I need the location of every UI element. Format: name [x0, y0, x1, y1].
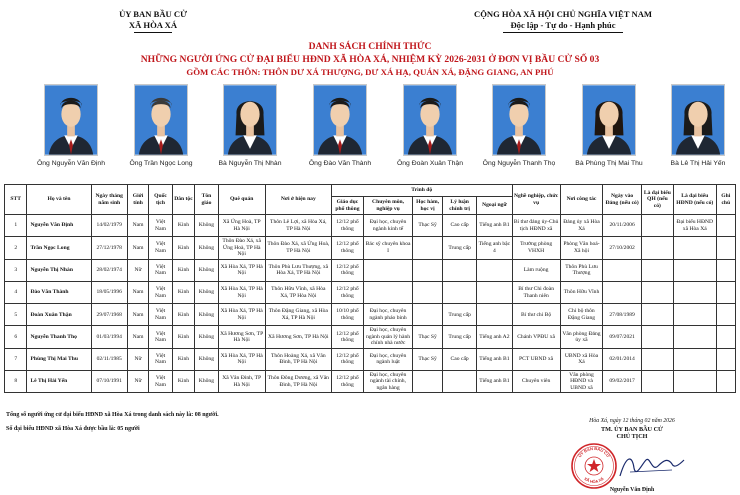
national-motto: Độc lập - Tự do - Hạnh phúc — [510, 20, 616, 30]
cell-language: Tiếng anh B1 — [477, 215, 512, 237]
candidate-photo — [223, 84, 277, 156]
cell-religion: Không — [195, 326, 219, 348]
cell-nationality: Việt Nam — [149, 215, 173, 237]
cell-hdnd — [673, 326, 716, 348]
cell-workplace: UBND xã Hòa Xá — [560, 348, 603, 370]
cell-qh — [641, 237, 673, 259]
portrait-icon — [314, 85, 366, 155]
handwritten-signature-icon — [612, 446, 692, 486]
cell-residence: Thôn Đào Xá, xã Ứng Hoà, TP Hà Nội — [265, 237, 331, 259]
cell-language: Tiếng anh A2 — [477, 326, 512, 348]
cell-sex: Nam — [127, 304, 148, 326]
cell-stt: 7 — [5, 348, 27, 370]
cell-ethnic: Kinh — [172, 326, 194, 348]
candidate-card — [563, 84, 655, 167]
cell-residence: Thôn Đông Dương, xã Vân Đình, TP Hà Nội — [265, 371, 331, 393]
candidate-photo — [134, 84, 188, 156]
cell-party-date: 02/01/2014 — [603, 348, 641, 370]
cell-job: Trưởng phòng VHXH — [512, 237, 560, 259]
table-row — [5, 259, 736, 281]
cell-name: Nguyễn Văn Định — [27, 215, 91, 237]
portrait-icon — [404, 85, 456, 155]
portrait-icon — [493, 85, 545, 155]
candidate-photo — [403, 84, 457, 156]
col-workplace: Nơi công tác — [560, 185, 603, 215]
cell-language — [477, 259, 512, 281]
issuer-header — [58, 9, 248, 33]
cell-general-education: 12/12 phổ thông — [331, 326, 363, 348]
cell-nationality: Việt Nam — [149, 326, 173, 348]
cell-dob: 18/05/1996 — [91, 281, 127, 303]
cell-name: Đào Văn Thành — [27, 281, 91, 303]
candidate-table — [4, 184, 736, 393]
cell-workplace: Chi bộ thôn Đặng Giang — [560, 304, 603, 326]
col-party: Ngày vào Đảng (nếu có) — [603, 185, 641, 215]
cell-general-education: 12/12 phổ thông — [331, 348, 363, 370]
cell-religion: Không — [195, 371, 219, 393]
cell-workplace: Thôn Phù Lưu Thượng — [560, 259, 603, 281]
cell-religion: Không — [195, 281, 219, 303]
col-stt: STT — [5, 185, 27, 215]
col-sex: Giới tính — [127, 185, 148, 215]
col-nationality: Quốc tịch — [149, 185, 173, 215]
seal-text-top: ỦY BAN BẦU CỬ — [577, 445, 611, 459]
candidate-caption: Ông Đoàn Xuân Thận — [396, 160, 463, 167]
cell-general-education: 12/12 phổ thông — [331, 215, 363, 237]
cell-nationality: Việt Nam — [149, 281, 173, 303]
cell-sex: Nữ — [127, 371, 148, 393]
cell-job: PCT UBND xã — [512, 348, 560, 370]
sign-date: Hòa Xá, ngày 12 tháng 02 năm 2026 — [589, 418, 675, 424]
cell-language — [477, 281, 512, 303]
cell-dob: 27/12/1978 — [91, 237, 127, 259]
cell-degree — [413, 304, 443, 326]
signer-name: Nguyễn Văn Định — [609, 487, 655, 493]
cell-religion: Không — [195, 304, 219, 326]
cell-qh — [641, 304, 673, 326]
cell-party-date: 27/08/1989 — [603, 304, 641, 326]
cell-dob: 29/07/1968 — [91, 304, 127, 326]
cell-qh — [641, 371, 673, 393]
cell-political: Trung cấp — [443, 304, 477, 326]
cell-language: Tiếng anh B1 — [477, 348, 512, 370]
col-language: Ngoại ngữ — [477, 197, 512, 215]
candidate-caption: Bà Nguyễn Thị Nhàn — [218, 160, 282, 167]
col-professional: Chuyên môn, nghiệp vụ — [363, 197, 412, 215]
cell-note — [716, 237, 735, 259]
cell-name: Đoàn Xuân Thận — [27, 304, 91, 326]
col-hdnd: Là đại biểu HĐND (nếu có) — [673, 185, 716, 215]
portrait-icon — [583, 85, 635, 155]
cell-party-date: 20/11/2006 — [603, 215, 641, 237]
cell-dob: 14/02/1979 — [91, 215, 127, 237]
col-religion: Tôn giáo — [195, 185, 219, 215]
cell-ethnic: Kinh — [172, 281, 194, 303]
cell-general-education: 12/12 phổ thông — [331, 281, 363, 303]
sign-org: TM. ỦY BAN BẦU CỬ — [601, 426, 663, 433]
cell-note — [716, 304, 735, 326]
svg-text:XÃ HÒA XÁ — [583, 476, 605, 484]
cell-workplace: Đảng ủy xã Hòa Xá — [560, 215, 603, 237]
cell-note — [716, 281, 735, 303]
cell-job: Bí thư chi Bộ — [512, 304, 560, 326]
cell-nationality: Việt Nam — [149, 259, 173, 281]
cell-sex: Nam — [127, 326, 148, 348]
cell-qh — [641, 326, 673, 348]
cell-general-education: 10/10 phổ thông — [331, 304, 363, 326]
candidate-caption: Ông Nguyễn Văn Định — [36, 160, 105, 167]
cell-hdnd — [673, 348, 716, 370]
cell-hdnd — [673, 237, 716, 259]
cell-degree: Thạc Sỹ — [413, 326, 443, 348]
cell-stt: 1 — [5, 215, 27, 237]
cell-name: Trần Ngọc Long — [27, 237, 91, 259]
cell-political: Cao cấp — [443, 348, 477, 370]
document-subtitle: NHỮNG NGƯỜI ỨNG CỬ ĐẠI BIỂU HĐND XÃ HÒA XÁ, NHIỆM KỲ 2026-2031 Ở ĐƠN VỊ BẦU CỬ SỐ 03 — [140, 54, 600, 65]
candidate-caption: Bà Phùng Thị Mai Thu — [575, 160, 643, 167]
cell-workplace: Văn phòng Đảng ủy xã — [560, 326, 603, 348]
cell-hdnd — [673, 371, 716, 393]
cell-job: Làm ruộng — [512, 259, 560, 281]
col-education-group: Trình độ — [331, 185, 512, 197]
cell-hometown: Xã Hòa Xá, TP Hà Nội — [218, 348, 265, 370]
cell-workplace: Phòng Văn hoá- Xã hội — [560, 237, 603, 259]
cell-sex: Nam — [127, 215, 148, 237]
summary-notes — [6, 408, 219, 436]
candidate-card — [473, 84, 565, 167]
table-row — [5, 215, 736, 237]
cell-stt: 6 — [5, 326, 27, 348]
cell-note — [716, 348, 735, 370]
cell-ethnic: Kinh — [172, 304, 194, 326]
cell-hometown: Xã Hòa Xá, TP Hà Nội — [218, 281, 265, 303]
table-row — [5, 237, 736, 259]
cell-party-date — [603, 259, 641, 281]
table-row — [5, 281, 736, 303]
candidate-card — [294, 84, 386, 167]
cell-workplace: Văn phòng HĐND và UBND xã — [560, 371, 603, 393]
cell-name: Nguyễn Thanh Thọ — [27, 326, 91, 348]
cell-stt: 4 — [5, 281, 27, 303]
document-titles — [0, 41, 740, 78]
cell-sex: Nam — [127, 281, 148, 303]
official-seal-icon — [570, 442, 618, 490]
cell-professional: Đại học, chuyên ngành quản lý hành chính nhà nước — [363, 326, 412, 348]
candidate-caption: Bà Lê Thị Hải Yến — [670, 160, 726, 167]
issuer-line2: XÃ HÒA XÁ — [128, 20, 178, 30]
col-name: Họ và tên — [27, 185, 91, 215]
cell-name: Phùng Thị Mai Thu — [27, 348, 91, 370]
table-row — [5, 304, 736, 326]
cell-religion: Không — [195, 215, 219, 237]
cell-note — [716, 215, 735, 237]
cell-nationality: Việt Nam — [149, 304, 173, 326]
cell-degree — [413, 237, 443, 259]
candidate-photo — [492, 84, 546, 156]
cell-note — [716, 371, 735, 393]
cell-nationality: Việt Nam — [149, 237, 173, 259]
cell-dob: 07/10/1991 — [91, 371, 127, 393]
cell-professional: Đại học, chuyên ngành luật — [363, 348, 412, 370]
cell-dob: 01/03/1994 — [91, 326, 127, 348]
cell-residence: Thôn Hữu Vĩnh, xã Hòa Xá, TP Hòa Nội — [265, 281, 331, 303]
col-degree: Học hàm, học vị — [413, 197, 443, 215]
cell-professional: Bác sỹ chuyên khoa I — [363, 237, 412, 259]
candidate-card — [115, 84, 207, 167]
cell-hdnd — [673, 259, 716, 281]
cell-residence: Xã Hương Sơn, TP Hà Nội — [265, 326, 331, 348]
cell-job: Chuyên viên — [512, 371, 560, 393]
cell-note — [716, 259, 735, 281]
signature-block — [552, 418, 712, 493]
portrait-icon — [135, 85, 187, 155]
issuer-line1: ỦY BAN BẦU CỬ — [119, 9, 187, 19]
cell-hometown: Xã Hương Sơn, TP Hà Nội — [218, 326, 265, 348]
portrait-icon — [672, 85, 724, 155]
col-job: Nghề nghiệp, chức vụ — [512, 185, 560, 215]
cell-ethnic: Kinh — [172, 371, 194, 393]
cell-religion: Không — [195, 348, 219, 370]
cell-note — [716, 326, 735, 348]
cell-political — [443, 281, 477, 303]
cell-ethnic: Kinh — [172, 215, 194, 237]
cell-sex: Nữ — [127, 348, 148, 370]
cell-stt: 5 — [5, 304, 27, 326]
col-general: Giáo dục phổ thông — [331, 197, 363, 215]
cell-stt: 8 — [5, 371, 27, 393]
cell-sex: Nam — [127, 237, 148, 259]
candidate-photo — [313, 84, 367, 156]
cell-political: Trung cấp — [443, 326, 477, 348]
table-row — [5, 326, 736, 348]
cell-hometown: Thôn Đào Xá, xã Ứng Hoà, TP Hà Nội — [218, 237, 265, 259]
cell-ethnic: Kinh — [172, 259, 194, 281]
cell-hdnd — [673, 304, 716, 326]
cell-residence: Thôn Đặng Giang, xã Hòa Xá, TP Hà Nội — [265, 304, 331, 326]
col-political: Lý luận chính trị — [443, 197, 477, 215]
cell-party-date — [603, 281, 641, 303]
candidate-table-body — [5, 215, 736, 393]
national-underline — [503, 32, 623, 33]
cell-general-education: 12/12 phổ thông — [331, 259, 363, 281]
candidate-photo — [582, 84, 636, 156]
cell-qh — [641, 281, 673, 303]
cell-dob: 02/11/1985 — [91, 348, 127, 370]
candidate-caption: Ông Trần Ngọc Long — [129, 160, 193, 167]
cell-stt: 2 — [5, 237, 27, 259]
cell-dob: 28/02/1974 — [91, 259, 127, 281]
cell-professional — [363, 281, 412, 303]
cell-nationality: Việt Nam — [149, 371, 173, 393]
national-title: CỘNG HÒA XÃ HỘI CHỦ NGHĨA VIỆT NAM — [473, 9, 653, 19]
cell-party-date: 09/07/2021 — [603, 326, 641, 348]
candidate-card — [204, 84, 296, 167]
elected-count-note: Số đại biểu HĐND xã Hòa Xá được bầu là: 05 người — [6, 426, 140, 432]
col-residence: Nơi ở hiện nay — [265, 185, 331, 215]
cell-degree: Thạc Sỹ — [413, 348, 443, 370]
table-row — [5, 348, 736, 370]
col-note: Ghi chú — [716, 185, 735, 215]
col-ethnic: Dân tộc — [172, 185, 194, 215]
cell-job: Bí thư đảng ủy-Chủ tịch HĐND xã — [512, 215, 560, 237]
cell-party-date: 09/02/2017 — [603, 371, 641, 393]
portrait-icon — [45, 85, 97, 155]
cell-religion: Không — [195, 237, 219, 259]
cell-hdnd — [673, 281, 716, 303]
cell-residence: Thôn Lê Lợi, xã Hòa Xá, TP Hà Nội — [265, 215, 331, 237]
cell-general-education: 12/12 phổ thông — [331, 371, 363, 393]
cell-qh — [641, 348, 673, 370]
cell-nationality: Việt Nam — [149, 348, 173, 370]
sign-role: CHỦ TỊCH — [616, 433, 648, 440]
candidate-photo — [671, 84, 725, 156]
cell-political: Cao cấp — [443, 215, 477, 237]
cell-professional: Đại học, chuyên ngành pháo binh — [363, 304, 412, 326]
table-row — [5, 371, 736, 393]
col-hometown: Quê quán — [218, 185, 265, 215]
document-villages: GỒM CÁC THÔN: THÔN DƯ XÁ THƯỢNG, DƯ XÁ HẠ, QUÁN XÁ, ĐẶNG GIANG, AN PHÚ — [186, 67, 554, 77]
cell-name: Lê Thị Hải Yến — [27, 371, 91, 393]
cell-professional: Đại học, chuyên ngành kinh tế — [363, 215, 412, 237]
candidate-card — [652, 84, 740, 167]
candidate-caption: Ông Nguyễn Thanh Thọ — [482, 160, 556, 167]
cell-professional — [363, 259, 412, 281]
cell-sex: Nữ — [127, 259, 148, 281]
cell-political — [443, 371, 477, 393]
cell-residence: Thôn Hoàng Xá, xã Vân Đình, TP Hà Nội — [265, 348, 331, 370]
cell-language — [477, 304, 512, 326]
cell-professional: Đại học, chuyên ngành tài chính, ngân hàng — [363, 371, 412, 393]
portrait-icon — [224, 85, 276, 155]
cell-job: Bí thư Chi đoàn Thanh niên — [512, 281, 560, 303]
cell-qh — [641, 259, 673, 281]
total-candidates-note: Tổng số người ứng cử đại biểu HĐND xã Hòa Xá trong danh sách này là: 08 người. — [6, 412, 219, 418]
candidate-caption: Ông Đào Văn Thành — [308, 160, 372, 167]
cell-workplace: Thôn Hữu Vĩnh — [560, 281, 603, 303]
cell-hometown: Xã Hòa Xá, TP Hà Nội — [218, 259, 265, 281]
cell-degree — [413, 281, 443, 303]
cell-residence: Thôn Phù Lưu Thượng, xã Hòa Xá, TP Hà Nội — [265, 259, 331, 281]
cell-qh — [641, 215, 673, 237]
cell-degree — [413, 371, 443, 393]
cell-religion: Không — [195, 259, 219, 281]
document-title: DANH SÁCH CHÍNH THỨC — [308, 41, 432, 52]
cell-hdnd: Đại biểu HĐND xã Hòa Xá — [673, 215, 716, 237]
cell-degree — [413, 259, 443, 281]
cell-degree: Thạc Sỹ — [413, 215, 443, 237]
cell-political: Trung cấp — [443, 237, 477, 259]
national-header — [418, 9, 708, 33]
cell-party-date: 27/10/2002 — [603, 237, 641, 259]
cell-hometown: Xã Vân Đình, TP Hà Nội — [218, 371, 265, 393]
candidate-card — [384, 84, 476, 167]
col-qh: Là đại biểu QH (nếu có) — [641, 185, 673, 215]
candidate-photo — [44, 84, 98, 156]
cell-hometown: Xã Ứng Hoà, TP Hà Nội — [218, 215, 265, 237]
candidate-card — [25, 84, 117, 167]
cell-stt: 3 — [5, 259, 27, 281]
cell-job: Chánh VPĐU xã — [512, 326, 560, 348]
cell-language: Tiếng anh bậc 4 — [477, 237, 512, 259]
cell-general-education: 12/12 phổ thông — [331, 237, 363, 259]
cell-ethnic: Kinh — [172, 237, 194, 259]
issuer-underline — [134, 32, 172, 33]
cell-name: Nguyễn Thị Nhàn — [27, 259, 91, 281]
cell-political — [443, 259, 477, 281]
seal-text-bottom: XÃ HÒA XÁ — [583, 475, 605, 485]
cell-ethnic: Kinh — [172, 348, 194, 370]
cell-hometown: Xã Hòa Xá, TP Hà Nội — [218, 304, 265, 326]
col-dob: Ngày tháng năm sinh — [91, 185, 127, 215]
cell-language: Tiếng anh B1 — [477, 371, 512, 393]
